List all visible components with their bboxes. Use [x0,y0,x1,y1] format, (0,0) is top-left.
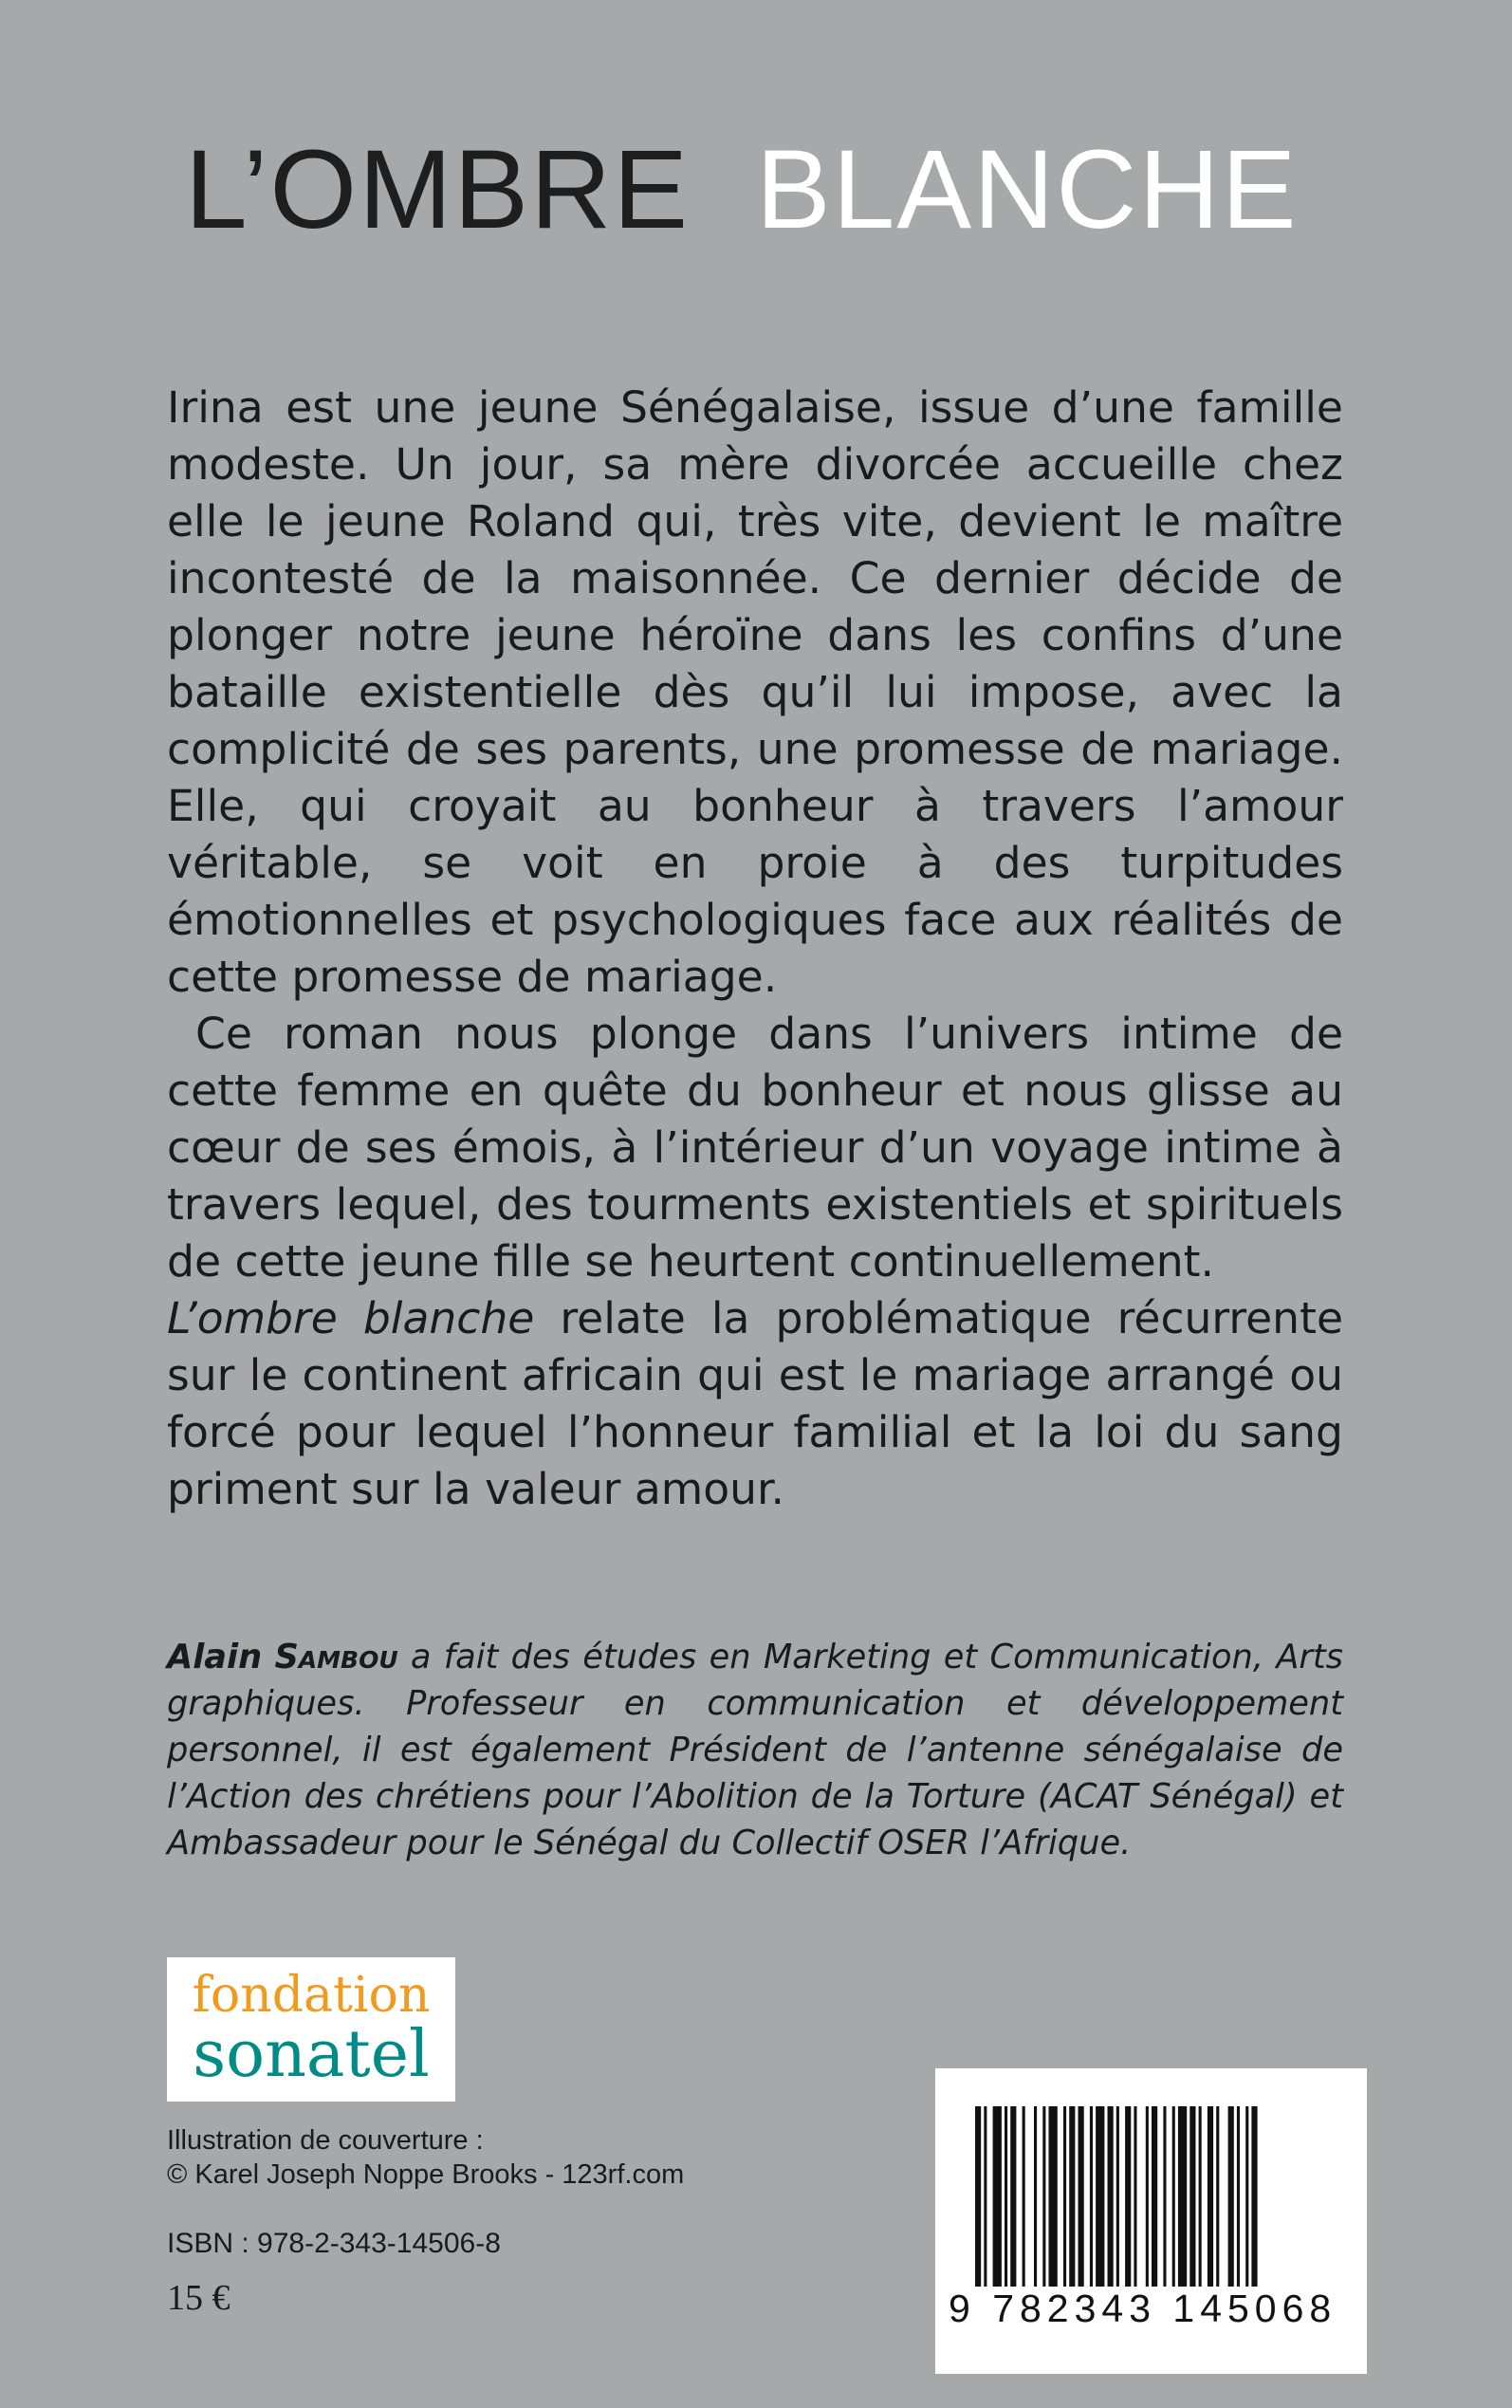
barcode-bar [1134,2106,1136,2287]
cover-credits [167,2123,736,2192]
barcode-bars [975,2106,1336,2287]
barcode-bar [1049,2106,1058,2287]
barcode-bar [1199,2106,1202,2287]
credits-label: Illustration de couverture : [167,2125,484,2156]
synopsis-paragraph-1: Irina est une jeune Sénégalaise, issue d’une famille modeste. Un jour, sa mère divorcée accueille chez elle le jeune Roland qui, très vite, devient le maître incontesté de la maisonnée. Ce dernier décide de plonger notre jeune héroïne dans les confins d’une bataille existentielle dès qu’il lui impose, avec la complicité de ses parents, une promesse de mariage. Elle, qui croyait au bonheur à travers l’amour véritable, se voit en proie à des turpitudes émotionnelles et psychologiques face aux réalités de cette promesse de mariage. [167,382,1343,1002]
synopsis-paragraph-3 [167,1290,1343,1518]
barcode-bar [1125,2106,1131,2287]
synopsis [167,380,1343,1518]
barcode-bar [984,2106,986,2287]
barcode-bar [1079,2106,1084,2287]
barcode-bar [1069,2106,1075,2287]
logo-line-1: fondation [192,1967,431,2024]
barcode-bar [1034,2106,1037,2287]
title-part-1: L’OMBRE [185,127,691,252]
barcode-bar [1208,2106,1213,2287]
synopsis-paragraph-2: Ce roman nous plonge dans l’univers intime de cette femme en quête du bonheur et nous glisse au cœur de ses émois, à l’intérieur d’un voyage intime à travers lequel, des tourments existentiels et spirituels de cette jeune fille se heurtent continuellement. [167,1009,1343,1287]
credits-value: © Karel Joseph Noppe Brooks - 123rf.com [167,2159,685,2190]
barcode-bar [1063,2106,1066,2287]
barcode-bar [1245,2106,1248,2287]
barcode-bar [1216,2106,1219,2287]
barcode-bar [1237,2106,1240,2287]
synopsis-paragraph-3-text: relate la problématique récurrente sur le continent africain qui est le mariage arrangé ou forcé pour lequel l’honneur familial et la loi du sang priment sur la valeur amour. [167,1293,1343,1514]
author-first-name: Alain [167,1638,263,1676]
barcode-bar [1152,2106,1157,2287]
author-last-name: Sambou [274,1638,398,1676]
barcode-bar [1023,2106,1025,2287]
barcode-bar [1090,2106,1093,2287]
price: 15 € [167,2278,230,2318]
title-part-2: BLANCHE [756,127,1299,252]
barcode-bar [1096,2106,1104,2287]
barcode-bar [1116,2106,1119,2287]
author-bio [167,1634,1343,1866]
barcode-digits: 9 782343 145068 [949,2287,1337,2330]
book-title [185,127,1342,252]
barcode-bar [1005,2106,1007,2287]
barcode-bar [1228,2106,1234,2287]
barcode-bar [1172,2106,1175,2287]
isbn: ISBN : 978-2-343-14506-8 [167,2228,501,2259]
logo-line-2: sonatel [193,2017,430,2092]
barcode-bar [1251,2106,1257,2287]
barcode-bar [1163,2106,1166,2287]
author-bio-text: a fait des études en Marketing et Communication, Arts graphiques. Professeur en communication et développement personnel, il est également Président de l’antenne sénégalaise de l’Action des chrétiens pour l’Abolition de la Torture (ACAT Sénégal) et Ambassadeur pour le Sénégal du Collectif OSER l’Afrique. [167,1638,1343,1862]
barcode-bar [1010,2106,1016,2287]
barcode-bar [1108,2106,1114,2287]
barcode-bar [993,2106,1002,2287]
barcode-bar [1178,2106,1187,2287]
barcode-bar [1189,2106,1195,2287]
barcode-bar [975,2106,981,2287]
barcode-bar [1042,2106,1045,2287]
barcode [935,2068,1367,2374]
fondation-sonatel-logo [167,1957,455,2102]
barcode-bar [1146,2106,1149,2287]
book-title-italic: L’ombre blanche [167,1293,535,1343]
